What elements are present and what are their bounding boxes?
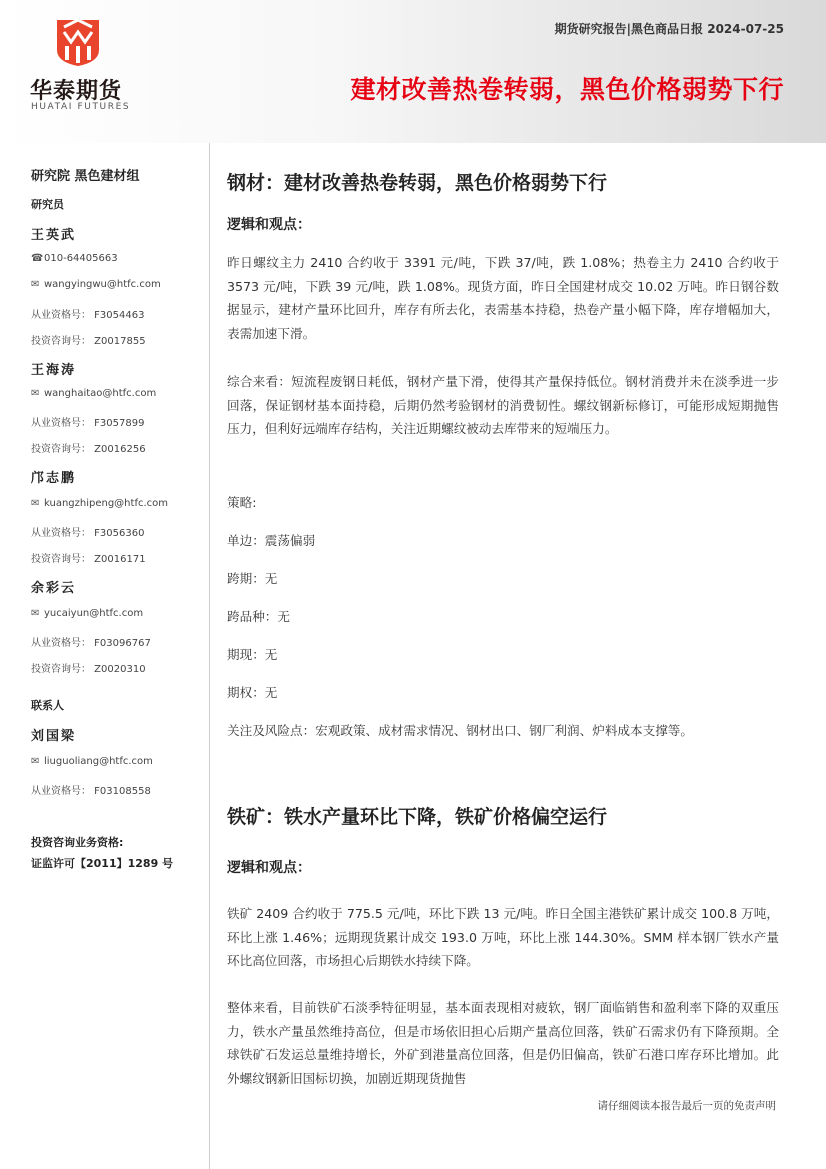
researcher-name: 王海涛 xyxy=(31,363,77,378)
email-icon: ✉ xyxy=(31,279,40,290)
license-number: 证监许可【2011】1289 号 xyxy=(31,857,174,870)
iron-paragraph-1: 铁矿 2409 合约收于 775.5 元/吨，环比下跌 13 元/吨。昨日全国主港铁矿累计成交 100.8 万吨，环比上涨 1.46%；远期现货累计成交 193.0 万吨，环比上涨 144.30%。SMM 样本钢厂铁水产量环比高位回落，市场担心后期铁水持续下降。 xyxy=(227,906,779,968)
license-label: 投资咨询业务资格: xyxy=(31,836,124,849)
strategy-item: 期权：无 xyxy=(227,685,278,700)
section-title-steel: 钢材：建材改善热卷转弱，黑色价格弱势下行 xyxy=(227,172,608,194)
report-title: 建材改善热卷转弱，黑色价格弱势下行 xyxy=(350,75,784,104)
qualification-number: 从业资格号： F3054463 xyxy=(31,310,145,321)
strategy-item: 跨品种：无 xyxy=(227,609,290,624)
email-icon: ✉ xyxy=(31,608,40,619)
strategy-item: 单边：震荡偏弱 xyxy=(227,533,316,548)
logo-english-name: HUATAI FUTURES xyxy=(31,102,131,112)
huatai-logo-icon xyxy=(55,18,101,68)
strategy-label: 策略: xyxy=(227,495,257,510)
logo-name: 华泰期货 xyxy=(30,79,123,104)
strategy-item: 期现：无 xyxy=(227,647,278,662)
iron-paragraph-2: 整体来看，目前铁矿石淡季特征明显，基本面表现相对疲软，钢厂面临销售和盈利率下降的双重压力，铁水产量虽然维持高位，但是市场依旧担心后期产量高位回落，铁矿石需求仍有下降预期。全球铁矿石发运总量维持增长，外矿到港量高位回落，但是仍旧偏高，铁矿石港口库存环比增加。此外螺纹钢新旧国标切换，加剧近期现货抛售 xyxy=(227,1000,779,1086)
email-icon: ✉ xyxy=(31,388,40,399)
email-line xyxy=(31,388,156,399)
steel-paragraph-1: 昨日螺纹主力 2410 合约收于 3391 元/吨，下跌 37/吨，跌 1.08%；热卷主力 2410 合约收于 3573 元/吨，下跌 39 元/吨，跌 1.08%。现货方面，昨日全国建材成交 10.02 万吨。昨日钢谷数据显示，建材产量环比回升，库存有所去化，表需基本持稳，热卷产量小幅下降，库存增幅加大，表需加速下滑。 xyxy=(227,255,779,341)
section-subhead: 逻辑和观点： xyxy=(227,860,311,876)
sidebar-divider xyxy=(209,143,210,1169)
email-line xyxy=(31,756,153,767)
investment-number: 投资咨询号： Z0017855 xyxy=(31,336,146,347)
email-line xyxy=(31,498,168,509)
email-link[interactable]: liuguoliang@htfc.com xyxy=(44,756,153,767)
contact-label: 联系人 xyxy=(31,699,64,712)
email-line xyxy=(31,279,161,290)
email-link[interactable]: wanghaitao@htfc.com xyxy=(44,388,157,399)
email-link[interactable]: yucaiyun@htfc.com xyxy=(44,608,144,619)
qualification-number: 从业资格号： F03108558 xyxy=(31,786,151,797)
phone-line xyxy=(31,253,118,264)
email-line xyxy=(31,608,143,619)
investment-number: 投资咨询号： Z0020310 xyxy=(31,664,146,675)
email-link[interactable]: wangyingwu@htfc.com xyxy=(44,279,161,290)
report-header xyxy=(0,0,826,143)
qualification-number: 从业资格号： F3056360 xyxy=(31,528,145,539)
investment-number: 投资咨询号： Z0016171 xyxy=(31,554,146,565)
section-subhead: 逻辑和观点： xyxy=(227,217,311,233)
researcher-name: 王英武 xyxy=(31,228,77,243)
department: 研究院 黑色建材组 xyxy=(31,169,140,184)
qualification-number: 从业资格号： F03096767 xyxy=(31,638,151,649)
strategy-item: 跨期：无 xyxy=(227,571,278,586)
researcher-label: 研究员 xyxy=(31,198,64,211)
email-link[interactable]: kuangzhipeng@htfc.com xyxy=(44,498,168,509)
steel-paragraph-2: 综合来看：短流程废钢日耗低，钢材产量下滑，使得其产量保持低位。钢材消费并未在淡季进一步回落，保证钢材基本面持稳，后期仍然考验钢材的消费韧性。螺纹钢新标修订，可能形成短期抛售压力，但利好远端库存结构，关注近期螺纹被动去库带来的短端压力。 xyxy=(227,374,779,436)
sidebar xyxy=(0,143,210,1169)
email-icon: ✉ xyxy=(31,498,40,509)
risk-points: 关注及风险点：宏观政策、成材需求情况、钢材出口、钢厂利润、炉料成本支撑等。 xyxy=(227,723,693,738)
researcher-name: 余彩云 xyxy=(31,581,77,596)
researcher-name: 邝志鹏 xyxy=(31,471,77,486)
report-type: 期货研究报告|黑色商品日报 2024-07-25 xyxy=(554,22,784,36)
phone-icon: ☎ xyxy=(31,253,44,264)
section-title-iron-ore: 铁矿：铁水产量环比下降，铁矿价格偏空运行 xyxy=(227,806,608,828)
investment-number: 投资咨询号： Z0016256 xyxy=(31,444,146,455)
contact-name: 刘国梁 xyxy=(31,729,77,744)
qualification-number: 从业资格号： F3057899 xyxy=(31,418,145,429)
phone-number: 010-64405663 xyxy=(44,253,118,264)
disclaimer-note: 请仔细阅读本报告最后一页的免责声明 xyxy=(597,1100,776,1112)
email-icon: ✉ xyxy=(31,756,40,767)
